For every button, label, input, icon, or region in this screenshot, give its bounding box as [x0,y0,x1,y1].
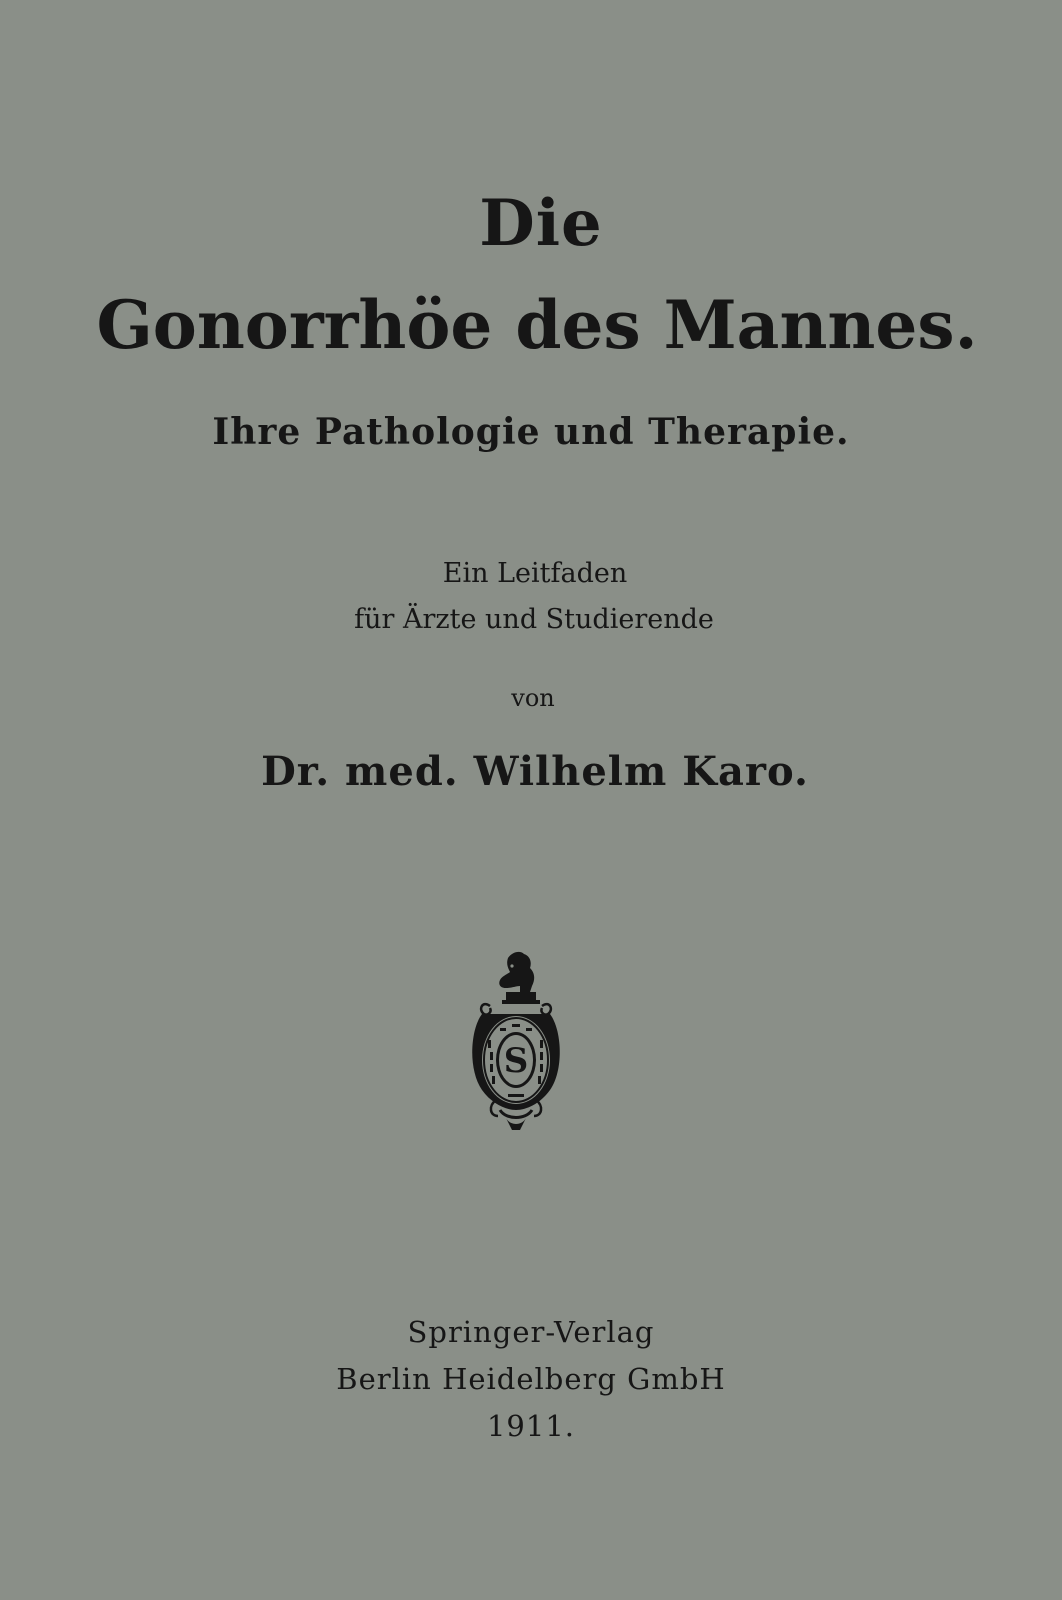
svg-text:S: S [503,1041,529,1081]
publisher-location: Berlin Heidelberg GmbH [336,1362,726,1396]
by-label: von [511,684,555,712]
description-line-2: für Ärzte und Studierende [354,604,714,635]
description-line-1: Ein Leitfaden [442,558,628,589]
springer-horse-emblem-icon [460,950,572,1140]
publisher-name: Springer-Verlag [407,1315,655,1349]
title-line-2: Gonorrhöe des Mannes. [96,286,978,364]
author-name: Dr. med. Wilhelm Karo. [261,748,809,795]
title-line-1: Die [479,186,603,261]
subtitle: Ihre Pathologie und Therapie. [212,411,850,453]
publication-year: 1911. [486,1409,576,1443]
